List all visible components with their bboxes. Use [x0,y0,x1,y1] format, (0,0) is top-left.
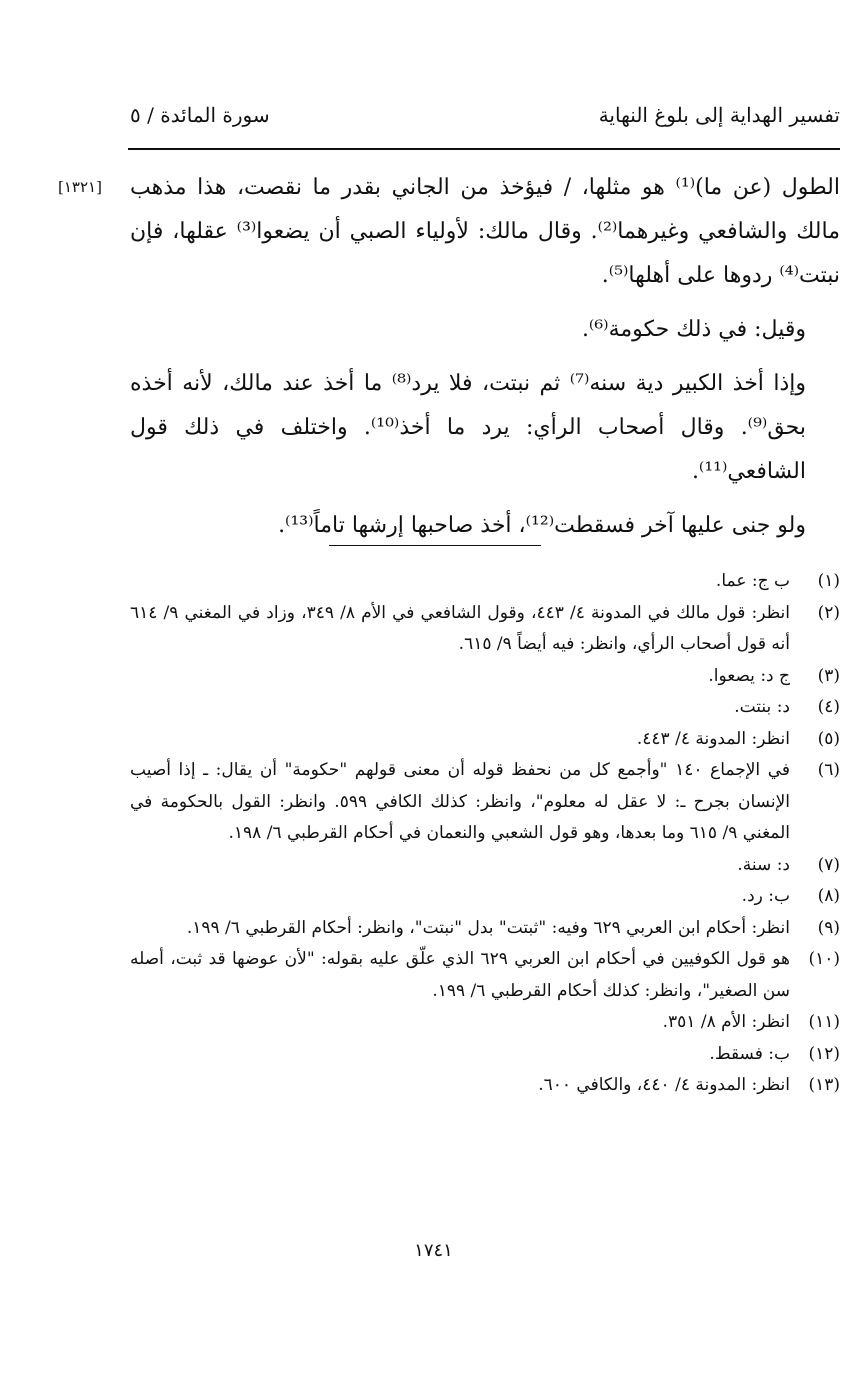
footnote [130,850,840,882]
footnotes [130,566,840,1102]
footnote-number: (١٢) [808,1043,840,1064]
footnote-text: انظر: قول مالك في المدونة ٤/ ٤٤٣، وقول الشافعي في الأم ٨/ ٣٤٩، وزاد في المغني ٩/ ٦١٤ أنه قول أصحاب الرأي، وانظر: فيه أيضاً ٩/ ٦١٥. [130,602,790,654]
footnote [130,913,840,945]
footnote-text: ج د: يصعوا. [708,665,790,686]
footnote [130,661,840,693]
footnote-number: (١١) [808,1012,840,1032]
footnote-number: (٨) [817,886,840,906]
footnote-text: ب: فسقط. [709,1043,790,1064]
footnote [130,692,840,724]
footnote-text: انظر: الأم ٨/ ٣٥١. [662,1012,790,1032]
footnote-text: د: سنة. [737,854,790,875]
footnote [130,1070,840,1102]
book-title: تفسير الهداية إلى بلوغ النهاية [598,103,840,127]
footnote [130,566,840,598]
footnote-text: د: بنتت. [734,697,790,717]
footnote [130,944,840,1007]
footnote-text: في الإجماع ١٤٠ "وأجمع كل من نحفظ قوله أن معنى قولهم "حكومة" أن يقال: ـ إذا أصيب الإنسان بجرح ـ: لا عقل له معلوم"، وانظر: كذلك الكافي ٥٩٩. وانظر: القول بالحكومة في المغني ٩/ ٦١٥ وما بعدها، وهو قول الشعبي والنعمان في أحكام القرطبي ٦/ ١٩٨. [130,760,790,843]
paragraph: وقيل: في ذلك حكومة⁽⁶⁾. [581,317,806,342]
footnote-separator [329,545,541,546]
footnote-text: انظر: المدونة ٤/ ٤٤٣. [636,728,790,749]
footnote-number: (١) [817,571,840,591]
footnote [130,1007,840,1039]
footnote-number: (١٣) [808,1075,840,1095]
footnote-text: انظر: المدونة ٤/ ٤٤٠، والكافي ٦٠٠. [538,1075,790,1095]
footnote-number: (٣) [817,665,840,686]
footnote [130,881,840,913]
footnote [130,724,840,756]
footnote-text: ب: رد. [741,886,790,906]
footnote-number: (٦) [817,760,840,780]
footnote-number: (٧) [817,854,840,875]
running-header [130,103,840,137]
surah-label: سورة المائدة / ٥ [130,103,270,127]
main-text [130,166,840,558]
folio-marker: [١٣٢١] [58,178,102,196]
footnote-number: (١٠) [808,949,840,969]
footnote-text: ب ج: عما. [715,571,790,591]
footnote [130,1039,840,1071]
footnote [130,598,840,661]
footnote-text: انظر: أحكام ابن العربي ٦٢٩ وفيه: "ثبتت" بدل "نبتت"، وانظر: أحكام القرطبي ٦/ ١٩٩. [186,917,790,938]
paragraph: ولو جنى عليها آخر فسقطت⁽¹²⁾، أخذ صاحبها إرشها تاماً⁽¹³⁾. [278,513,806,538]
footnote-number: (٤) [817,697,840,717]
page-number: ١٧٤١ [414,1240,453,1261]
paragraph: وإذا أخذ الكبير دية سنه⁽⁷⁾ ثم نبتت، فلا يرد⁽⁸⁾ ما أخذ عند مالك، لأنه أخذه بحق⁽⁹⁾. وقال أصحاب الرأي: يرد ما أخذ⁽¹⁰⁾. واختلف في ذلك قول الشافعي⁽¹¹⁾. [130,371,806,484]
header-rule [128,148,840,150]
footnote-number: (٥) [817,728,840,749]
footnote-text: هو قول الكوفيين في أحكام ابن العربي ٦٢٩ الذي علّق عليه بقوله: "لأن عوضها قد ثبت، أصله سن الصغير"، وانظر: كذلك أحكام القرطبي ٦/ ١٩٩. [130,949,790,1001]
footnote [130,755,840,850]
footnote-number: (٢) [817,602,840,623]
footnote-number: (٩) [817,917,840,938]
paragraph: الطول (عن ما)⁽¹⁾ هو مثلها، / فيؤخذ من الجاني بقدر ما نقصت، هذا مذهب مالك والشافعي وغيرهما⁽²⁾. وقال مالك: لأولياء الصبي أن يضعوا⁽³⁾ عقلها، فإن نبتت⁽⁴⁾ ردوها على أهلها⁽⁵⁾. [130,175,840,288]
